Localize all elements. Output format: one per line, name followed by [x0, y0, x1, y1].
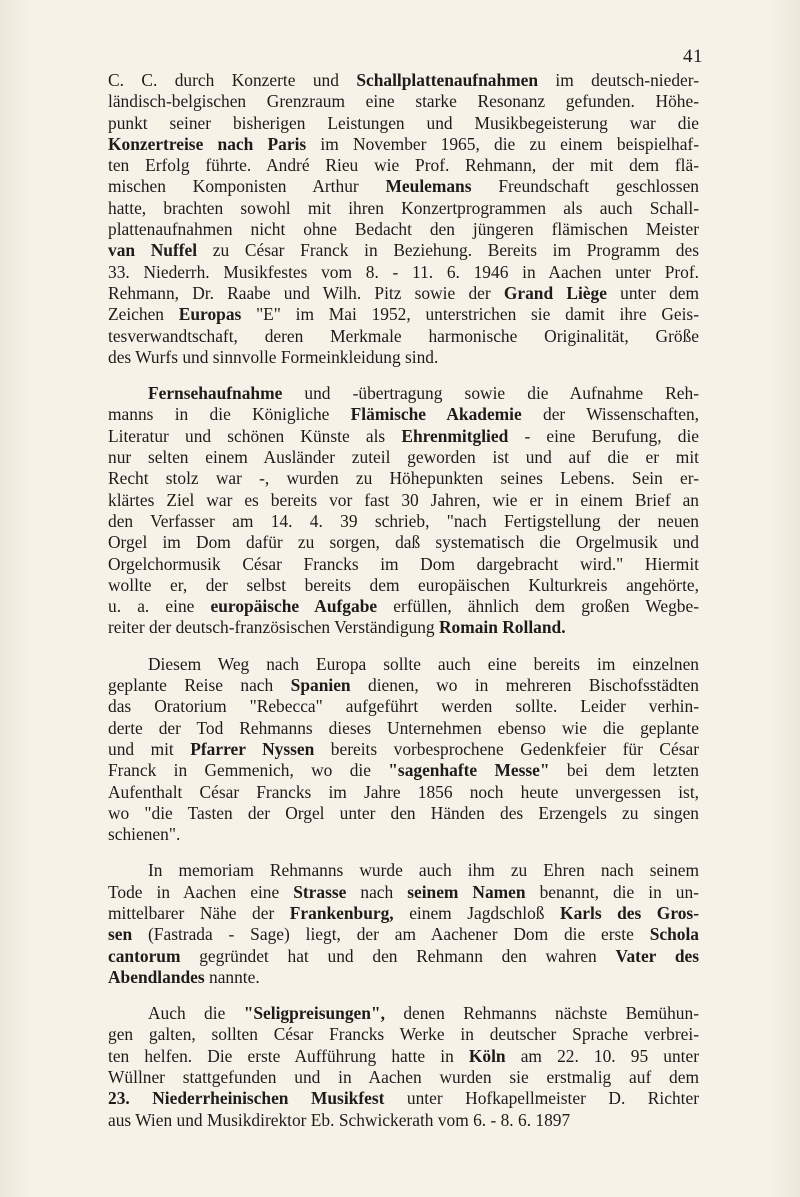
bold-term: europäische Aufgabe: [210, 596, 378, 617]
text-line: und mit Pfarrer Nyssen bereits vorbesprochene Gedenkfeier für César: [108, 738, 699, 759]
text-line: Wüllner stattgefunden und in Aachen wurden sie erstmalig auf dem: [108, 1067, 699, 1088]
bold-term: "sagenhafte Messe": [388, 760, 550, 781]
bold-term: Karls des Gros-: [560, 902, 699, 923]
bold-term: Spanien: [290, 675, 351, 696]
bold-term: 23. Niederrheinischen Musikfest: [108, 1088, 385, 1109]
paragraph-5: [108, 1003, 699, 1131]
text-line: sen (Fastrada - Sage) liegt, der am Aachener Dom die erste Schola: [108, 924, 699, 945]
text-line: schienen".: [108, 824, 181, 845]
paragraph-4: [108, 860, 699, 988]
text-line: Abendlandes nannte.: [108, 966, 260, 987]
text-line: 33. Niederrh. Musikfestes vom 8. - 11. 6. 1946 in Aachen unter Prof.: [108, 261, 699, 282]
text-line: Konzertreise nach Paris im November 1965, die zu einem beispielhaf-: [108, 133, 700, 154]
bold-term: Flämische Akademie: [350, 404, 522, 425]
text-line: Fernsehaufnahme und -übertragung sowie die Aufnahme Reh-: [148, 383, 699, 404]
text-line: wollte er, der selbst bereits dem europäischen Kulturkreis angehörte,: [108, 574, 699, 595]
text-line: wo "die Tasten der Orgel unter den Händen des Erzengels zu singen: [108, 802, 699, 823]
bold-term: Ehrenmitglied: [401, 425, 509, 446]
text-line: mischen Komponisten Arthur Meulemans Freundschaft geschlossen: [108, 176, 699, 197]
text-line: aus Wien und Musikdirektor Eb. Schwickerath vom 6. - 8. 6. 1897: [108, 1109, 571, 1130]
text-line: Aufenthalt César Francks im Jahre 1856 noch heute unvergessen ist,: [108, 781, 699, 802]
bold-term: seinem Namen: [407, 881, 526, 902]
bold-term: Fernsehaufnahme: [148, 383, 283, 404]
bold-term: Pfarrer Nyssen: [190, 738, 315, 759]
text-line: Auch die "Seligpreisungen", denen Rehmanns nächste Bemühun-: [148, 1003, 699, 1024]
text-line: plattenaufnahmen nicht ohne Bedacht den jüngeren flämischen Meister: [108, 219, 699, 240]
text-line: Rehmann, Dr. Raabe und Wilh. Pitz sowie der Grand Liège unter dem: [108, 282, 700, 303]
text-line: ländisch-belgischen Grenzraum eine starke Resonanz gefunden. Höhe-: [108, 91, 699, 112]
text-line: van Nuffel zu César Franck in Beziehung. Bereits im Programm des: [108, 240, 699, 261]
text-line: klärtes Ziel war es bereits vor fast 30 Jahren, wie er in einem Brief an: [108, 489, 699, 510]
text-line: Orgelchormusik César Francks im Dom dargebracht wird." Hiermit: [108, 553, 699, 574]
text-line: das Oratorium "Rebecca" aufgeführt werden sollte. Leider verhin-: [108, 696, 699, 717]
text-line: cantorum gegründet hat und den Rehmann den wahren Vater des: [108, 945, 699, 966]
text-line: reiter der deutsch-französischen Verständigung Romain Rolland.: [108, 617, 566, 638]
text-line: manns in die Königliche Flämische Akademie der Wissenschaften,: [108, 404, 699, 425]
bold-term: sen: [108, 924, 133, 945]
bold-term: Frankenburg,: [289, 902, 394, 923]
text-line: punkt seiner bisherigen Leistungen und Musikbegeisterung war die: [108, 112, 699, 133]
bold-term: Meulemans: [385, 176, 472, 197]
bold-term: cantorum: [108, 945, 181, 966]
bold-term: Strasse: [293, 881, 347, 902]
text-line: Diesem Weg nach Europa sollte auch eine bereits im einzelnen: [148, 653, 699, 674]
text-line: Recht stolz war -, wurden zu Höhepunkten seines Lebens. Sein er-: [108, 468, 699, 489]
text-line: tesverwandtschaft, deren Merkmale harmonische Originalität, Größe: [108, 325, 699, 346]
text-line: Zeichen Europas "E" im Mai 1952, unterstrichen sie damit ihre Geis-: [108, 304, 699, 325]
bold-term: Köln: [468, 1045, 506, 1066]
text-line: ten Erfolg führte. André Rieu wie Prof. Rehmann, der mit dem flä-: [108, 155, 699, 176]
text-line: hatte, brachten sowohl mit ihren Konzertprogrammen als auch Schall-: [108, 197, 699, 218]
bold-term: Abendlandes: [108, 966, 205, 987]
paragraph-3: [108, 654, 699, 846]
paragraph-2: [108, 383, 699, 639]
bold-term: Romain Rolland.: [438, 617, 566, 638]
text-line: Literatur und schönen Künste als Ehrenmitglied - eine Berufung, die: [108, 425, 700, 446]
bold-term: Konzertreise nach Paris: [108, 133, 307, 154]
page-number: 41: [683, 46, 703, 67]
bold-term: van Nuffel: [108, 240, 198, 261]
text-line: des Wurfs und sinnvolle Formeinkleidung sind.: [108, 346, 439, 367]
text-line: C. C. durch Konzerte und Schallplattenaufnahmen im deutsch-nieder-: [108, 70, 699, 90]
bold-term: "Seligpreisungen",: [243, 1003, 385, 1024]
text-line: In memoriam Rehmanns wurde auch ihm zu Ehren nach seinem: [148, 860, 699, 881]
text-line: u. a. eine europäische Aufgabe erfüllen, ähnlich dem großen Wegbe-: [108, 596, 700, 617]
text-line: derte der Tod Rehmanns dieses Unternehmen ebenso wie die geplante: [108, 717, 699, 738]
text-line: Franck in Gemmenich, wo die "sagenhafte Messe" bei dem letzten: [108, 760, 699, 781]
text-line: geplante Reise nach Spanien dienen, wo in mehreren Bischofsstädten: [108, 675, 699, 696]
body-text: [108, 70, 699, 1146]
bold-term: Schallplattenaufnahmen: [356, 70, 539, 90]
paragraph-1: [108, 70, 699, 368]
text-line: den Verfasser am 14. 4. 39 schrieb, "nach Fertigstellung der neuen: [108, 510, 699, 531]
text-line: Tode in Aachen eine Strasse nach seinem Namen benannt, die in un-: [108, 881, 699, 902]
text-line: ten helfen. Die erste Aufführung hatte in Köln am 22. 10. 95 unter: [108, 1045, 699, 1066]
text-line: gen galten, sollten César Francks Werke in deutscher Sprache verbrei-: [108, 1024, 699, 1045]
bold-term: Europas: [178, 304, 242, 325]
text-line: nur selten einem Ausländer zuteil geworden ist und auf die er mit: [108, 447, 699, 468]
text-line: 23. Niederrheinischen Musikfest unter Hofkapellmeister D. Richter: [108, 1088, 699, 1109]
bold-term: Schola: [649, 924, 699, 945]
text-line: Orgel im Dom dafür zu sorgen, daß systematisch die Orgelmusik und: [108, 532, 699, 553]
bold-term: Grand Liège: [503, 282, 607, 303]
bold-term: Vater des: [615, 945, 699, 966]
text-line: mittelbarer Nähe der Frankenburg, einem Jagdschloß Karls des Gros-: [108, 902, 699, 923]
